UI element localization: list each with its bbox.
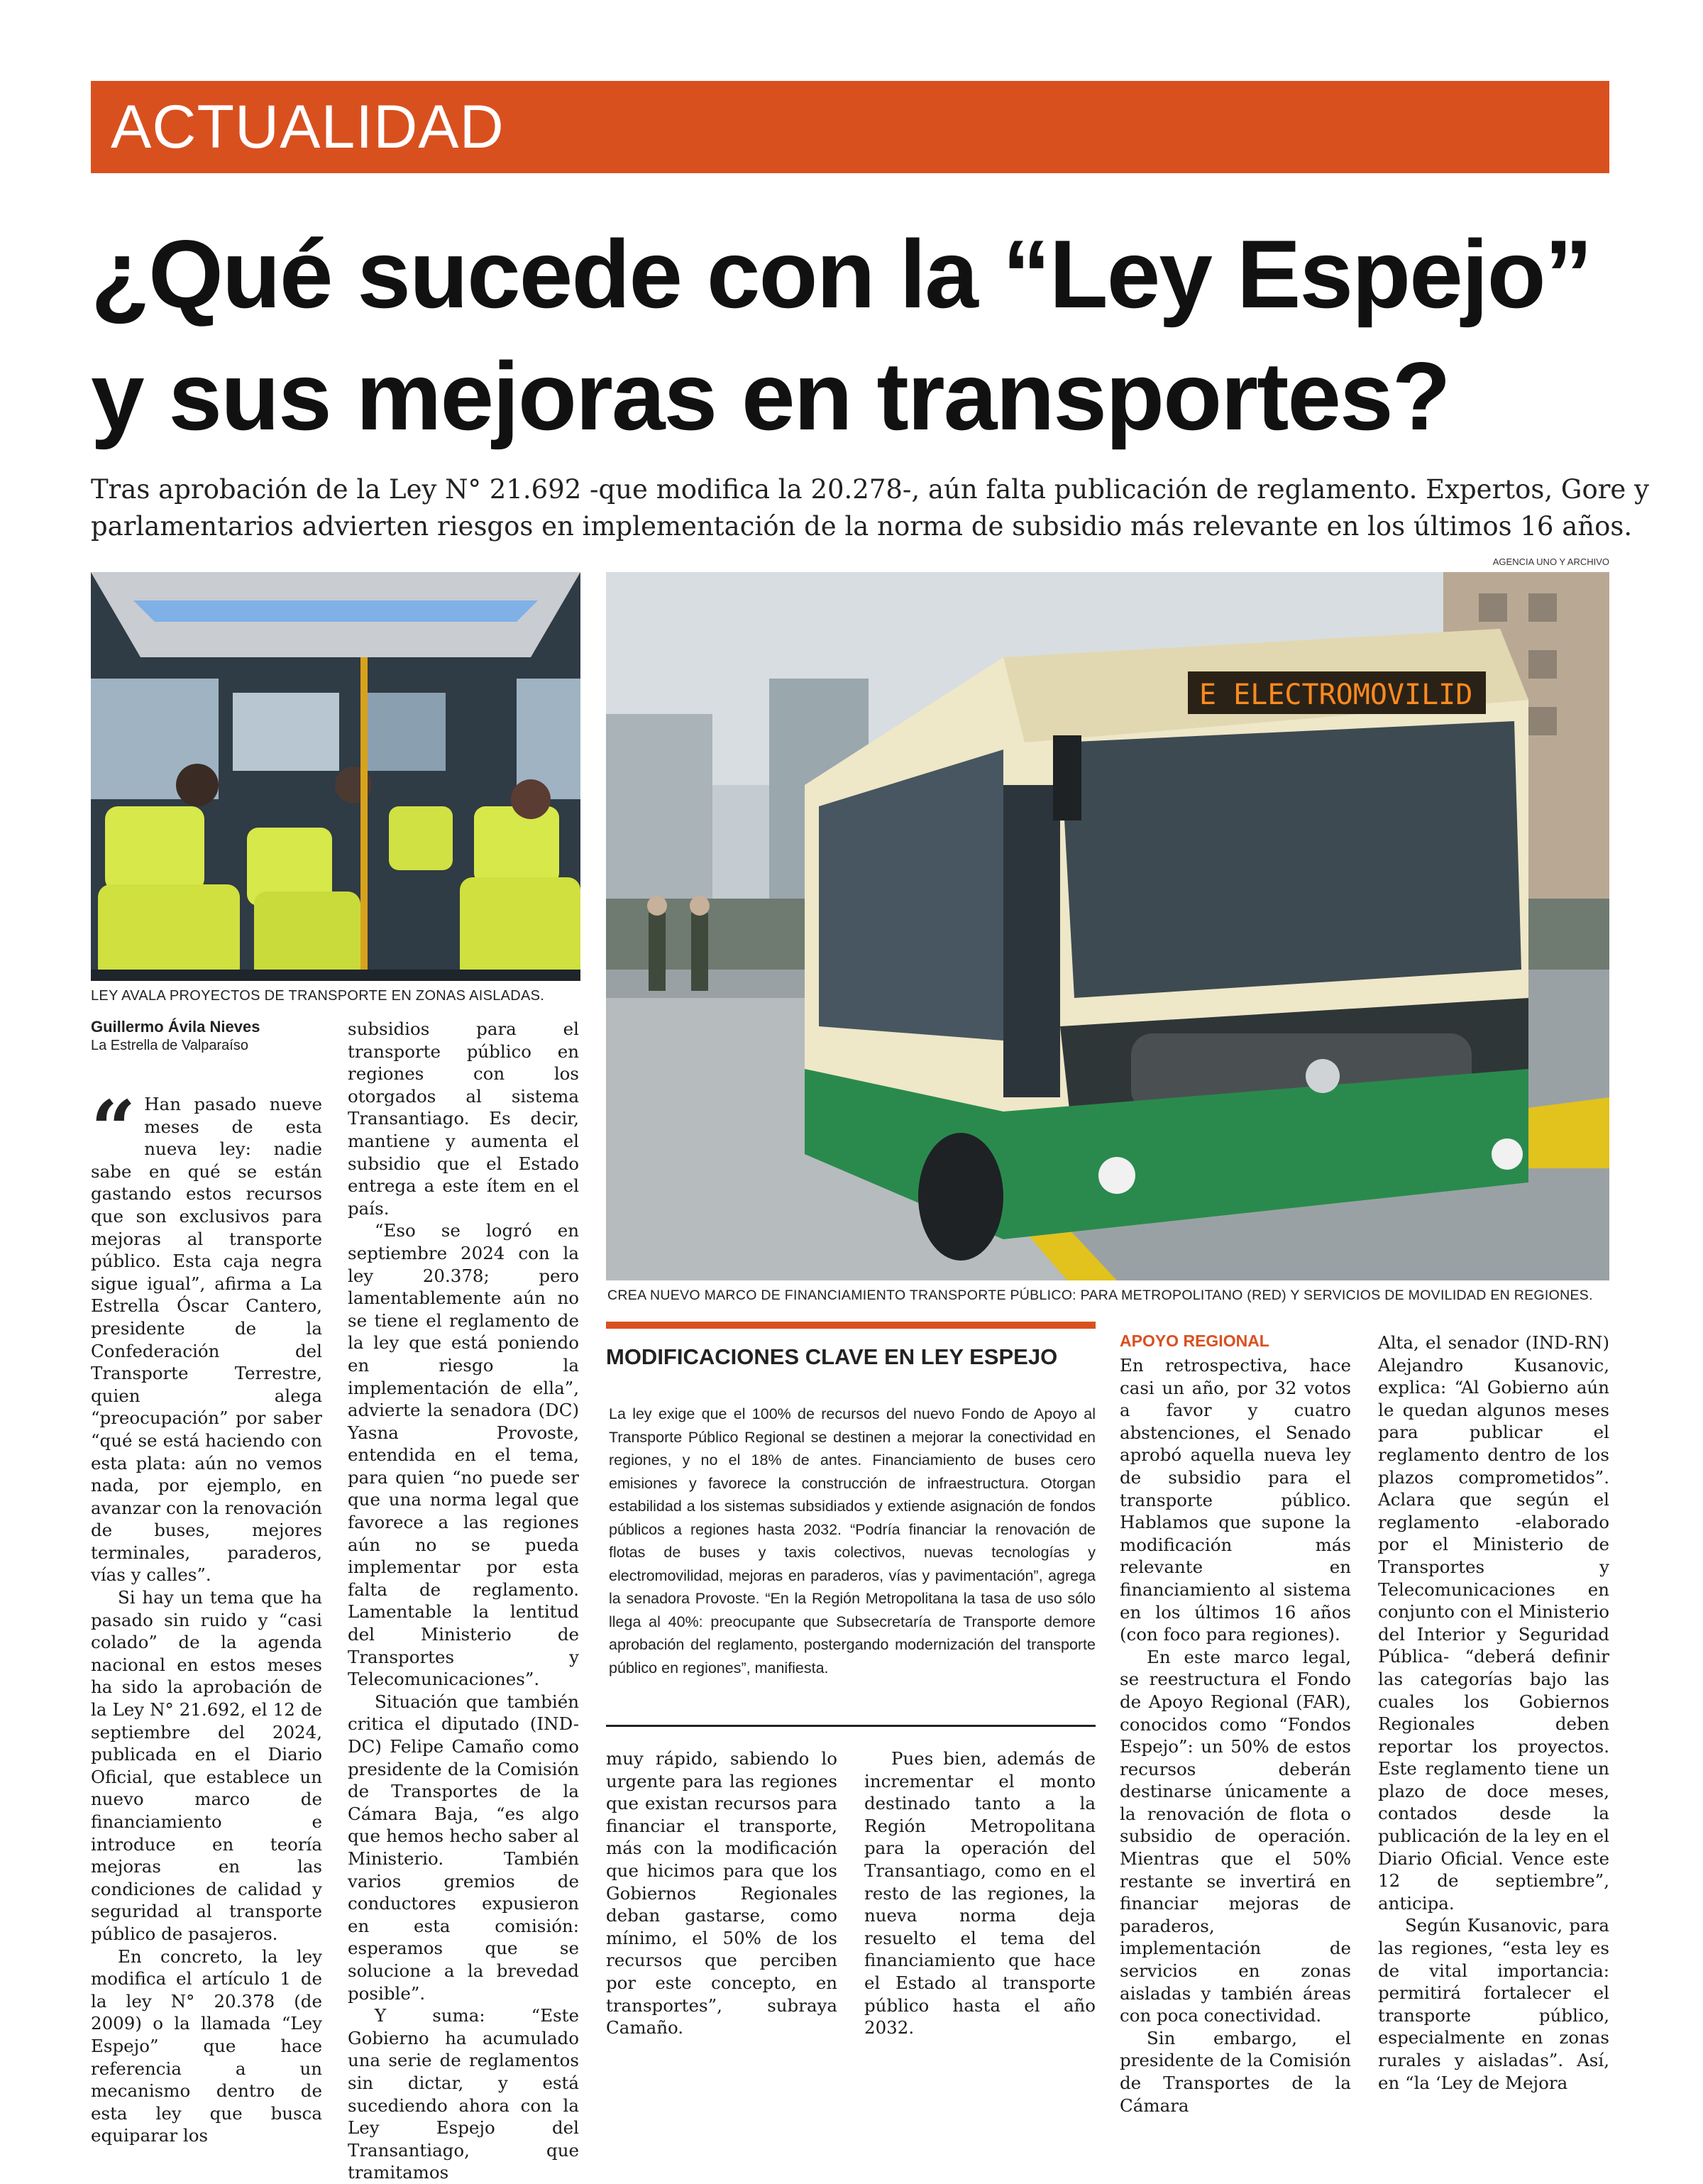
box-text: La ley exige que el 100% de recursos del nuevo Fondo de Apoyo al Transporte Público Regional se destinen a mejorar la conectividad en regiones, y no el 18% de antes. Financiamiento de buses cero emisiones y favorece la construcción de infraestructura. Otorgan estabilidad a los sistemas subsidiados y extiende asignación de fondos públicos a regiones hasta 2032. “Podría financiar la renovación de flotas de buses y taxis colectivos, nuevas tecnologías y electromovilidad, mejoras en paraderos, vías y pavimentación”, agrega la senadora Provoste. “En la Región Metropolitana la tasa de uso sólo llega al 40%: preocupante que Subsecretaría de Transporte demore aprobación del reglamento, postergando modernización del transporte público en regiones”, manifiesta. [609, 1405, 1096, 1677]
article-paragraph: En retrospectiva, hace casi un año, por 32 votos a favor y cuatro abstenciones, el Senado aprobó aquella nueva ley de subsidio para el transporte público. Hablamos que supone la modificación más relevante en financiamiento al sistema en los últimos 16 años (con foco para regiones). [1120, 1355, 1351, 1645]
article-paragraph: Si hay un tema que ha pasado sin ruido y “casi colado” de la agenda nacional en estos meses ha sido la aprobación de la Ley N° 21.692, el 12 de septiembre del 2024, publicada en el Diario Oficial, que establece un nuevo marco de financiamiento e introduce en teoría mejoras en las condiciones de calidad y seguridad al transporte público de pasajeros. [91, 1587, 322, 1944]
article-paragraph: Situación que también critica el diputado (IND-DC) Felipe Camaño como presidente de la Comisión de Transportes de la Cámara Baja, “es algo que hemos hecho saber al Ministerio. También varios gremios de conductores expusieron en esta comisión: esperamos que se solucione a la brevedad posible”. [348, 1691, 579, 2004]
article-paragraph [91, 1083, 322, 1586]
article-paragraph: Y suma: “Este Gobierno ha acumulado una serie de reglamentos sin dictar, y está sucediendo ahora con la Ley Espejo del Transantiago, que tramitamos [348, 2005, 579, 2183]
deck [91, 471, 1649, 545]
box-title: MODIFICACIONES CLAVE EN LEY ESPEJO [606, 1344, 1058, 1369]
article-column-3 [606, 1747, 837, 2039]
section-label: ACTUALIDAD [111, 93, 505, 161]
article-paragraph: Según Kusanovic, para las regiones, “esta ley es de vital importancia: permitirá fortalecer el transporte público, especialmente en zonas rurales y aisladas”. Así, en “la ‘Ley de Mejora [1378, 1915, 1609, 2093]
article-paragraph: muy rápido, sabiendo lo urgente para las regiones que existan recursos para financiar el transporte, más con la modificación que hicimos para que los Gobiernos Regionales deban gastarse, como mínimo, el 50% de los recursos que perciben por este concepto, en transportes”, subraya Camaño. [606, 1748, 837, 2038]
deck-line-2: parlamentarios advierten riesgos en implementación de la norma de subsidio más relevante en los últimos 16 años. [91, 511, 1633, 542]
article-paragraph: Sin embargo, el presidente de la Comisión de Transportes de la Cámara [1120, 2027, 1351, 2116]
photo-credit: AGENCIA UNO Y ARCHIVO [1492, 556, 1609, 567]
article-column-1 [91, 1083, 322, 2147]
bus-destination-sign: E ELECTROMOVILID [1199, 679, 1473, 711]
article-column-4 [864, 1747, 1096, 2039]
headline-line-2: y sus mejoras en transportes? [91, 342, 1450, 450]
article-column-6 [1378, 1332, 1609, 2094]
byline-author: Guillermo Ávila Nieves [91, 1018, 260, 1036]
article-paragraph: “Eso se logró en septiembre 2024 con la ley 20.378; pero lamentablemente aún no se tiene el reglamento de la ley que está poniendo en riesgo la implementación de ella”, advierte la senadora (DC) Yasna Provoste, entendida en el tema, para quien “no puede ser que una norma legal que favorece a las regiones aún no se pueda implementar por esta falta de reglamento. Lamentable la lentitud del Ministerio de Transportes y Telecomunicaciones”. [348, 1220, 579, 1690]
box-bottom-rule [606, 1725, 1096, 1727]
article-paragraph: subsidios para el transporte público en regiones con los otorgados al sistema Transantiago. Es decir, mantiene y aumenta el subsidio que el Estado entrega a este ítem en el país. [348, 1019, 579, 1219]
article-paragraph: En este marco legal, se reestructura el Fondo de Apoyo Regional (FAR), conocidos como “Fondos Espejo”: un 50% de estos recursos deberán destinarse únicamente a la renovación de flota o subsidio de operación. Mientras que el 50% restante se invertirá en financiar mejoras de paraderos, implementación de servicios en zonas aisladas y también áreas con poca conectividad. [1120, 1646, 1351, 2026]
article-paragraph: Pues bien, además de incrementar el monto destinado tanto a la Región Metropolitana para la operación del Transantiago, como en el resto de las regiones, la nueva norma deja resuelto el tema del financiamiento que hace el Estado al transporte público hasta el año 2032. [864, 1748, 1096, 2038]
article-column-5 [1120, 1354, 1351, 2117]
box-top-rule [606, 1322, 1096, 1329]
opening-quote-icon: “ [91, 1083, 136, 1175]
byline-publication: La Estrella de Valparaíso [91, 1038, 248, 1053]
bus-interior-illustration [91, 572, 580, 981]
article-paragraph: Alta, el senador (IND-RN) Alejandro Kusanovic, explica: “Al Gobierno aún le quedan algunos meses para publicar el reglamento dentro de los plazos comprometidos”. Aclara que según el reglamento -elaborado por el Ministerio de Transportes y Telecomunicaciones en conjunto con el Ministerio del Interior y Seguridad Pública- “deberá definir las categorías bajo las cuales los Gobiernos Regionales deben reportar los proyectos. Este reglamento tiene un plazo de doce meses, contados desde la publicación de la ley en el Diario Oficial. Vence este 12 de septiembre”, anticipa. [1378, 1332, 1609, 1914]
article-paragraph: En concreto, la ley modifica el artículo 1 de la ley N° 20.378 (de 2009) o la llamada “Ley Espejo” que hace referencia a un mecanismo dentro de esta ley que busca equiparar los [91, 1946, 322, 2146]
photo-electric-bus [606, 572, 1609, 1280]
photo2-caption: CREA NUEVO MARCO DE FINANCIAMIENTO TRANSPORTE PÚBLICO: PARA METROPOLITANO (RED) Y SERVICIOS DE MOVILIDAD EN REGIONES. [607, 1288, 1593, 1303]
photo1-caption: LEY AVALA PROYECTOS DE TRANSPORTE EN ZONAS AISLADAS. [91, 988, 545, 1004]
photo-bus-interior [91, 572, 580, 981]
headline-line-1: ¿Qué sucede con la “Ley Espejo” [91, 220, 1592, 328]
deck-line-1: Tras aprobación de la Ley N° 21.692 -que modifica la 20.278-, aún falta publicación de reglamento. Expertos, Gore y [91, 474, 1649, 505]
subhead-apoyo-regional: APOYO REGIONAL [1120, 1332, 1269, 1350]
section-band [91, 81, 1609, 173]
article-paragraph-text: Han pasado nueve meses de esta nueva ley: nadie sabe en qué se están gastando estos recursos que son exclusivos para mejoras al transporte público. Esta caja negra sigue igual”, afirma a La Estrella Óscar Cantero, presidente de la Confederación del Transporte Terrestre, quien alega “preocupación” por saber “qué se está haciendo con esta plata: aún no vemos nada, por ejemplo, en avanzar con la renovación de buses, mejores terminales, paraderos, vías y calles”. [91, 1094, 322, 1586]
electric-bus-illustration [606, 572, 1609, 1280]
article-column-2 [348, 1018, 579, 2184]
headline [91, 213, 1624, 457]
